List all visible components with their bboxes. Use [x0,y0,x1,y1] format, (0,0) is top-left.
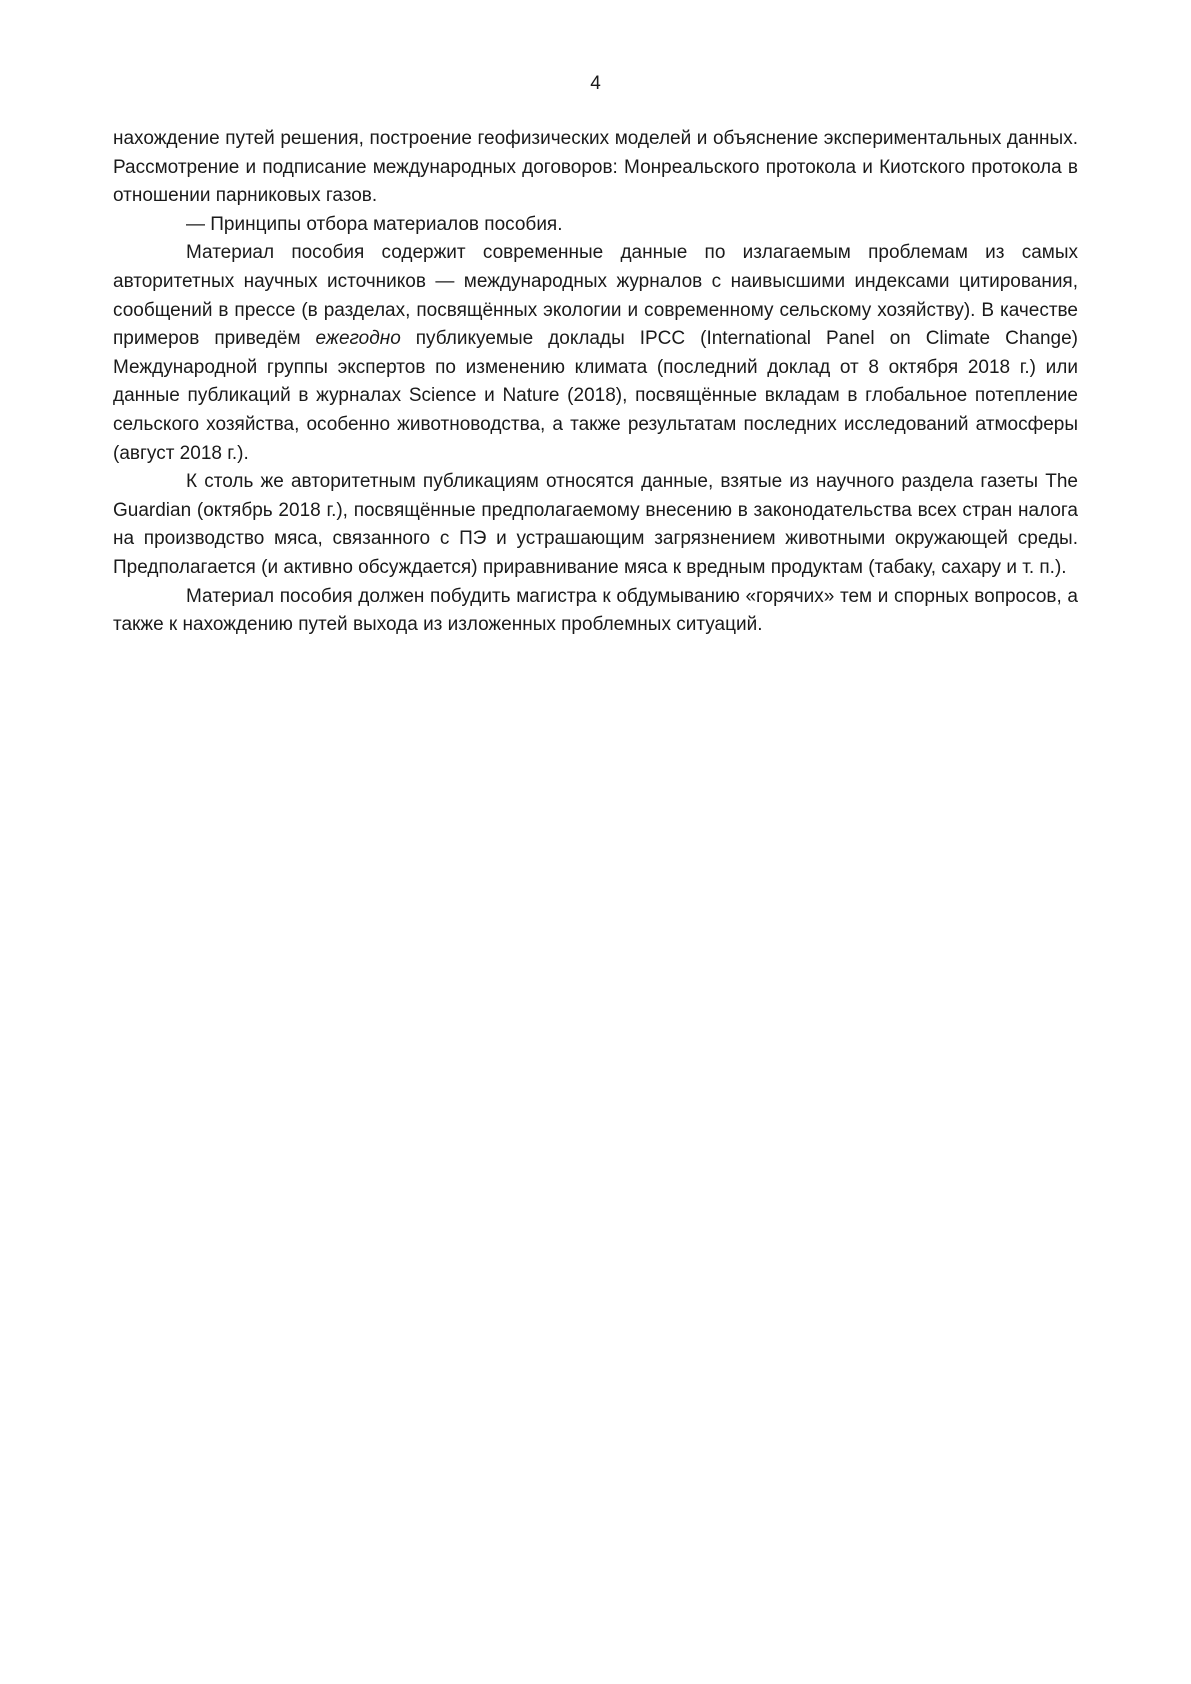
paragraph-continuation: нахождение путей решения, построение геофизических моделей и объяснение экспериментальных данных. Рассмотрение и подписание международных договоров: Монреальского протокола и Киотского протокола в отношении парниковых газов. [113,128,1078,207]
paragraph-section-heading: — Принципы отбора материалов пособия. [186,213,563,235]
paragraph-guardian: К столь же авторитетным публикациям относятся данные, взятые из научного раздела газеты The Guardian (октябрь 2018 г.), посвящённые предполагаемому внесению в законодательства всех стран налога на производство мяса, связанного с ПЭ и устрашающим загрязнением животными окружающей среды. Предполагается (и активно обсуждается) приравнивание мяса к вредным продуктам (табаку, сахару и т. п.). [113,471,1078,578]
paragraph-materials-text-1: Материал пособия содержит современные данные по излагаемым проблемам из самых авторитетных научных источников — международных журналов с наивысшими индексами цитирования, сообщений в прессе (в разделах, посвящённых экологии и современному сельскому хозяйству). В качестве примеров приведём [113,242,1078,350]
body-text [113,125,1078,640]
paragraph-conclusion: Материал пособия должен побудить магистра к обдумыванию «горячих» тем и спорных вопросов, а также к нахождению путей выхода из изложенных проблемных ситуаций. [113,585,1078,636]
paragraph-materials [113,239,1078,468]
paragraph-materials-text-2: публикуемые доклады IPCC (International Panel on Climate Change) Международной группы экспертов по изменению климата (последний доклад от 8 октября 2018 г.) или данные публикаций в журналах Science и Nature (2018), посвящённые вкладам в глобальное потепление сельского хозяйства, особенно животноводства, а также результатам последних исследований атмосферы (август 2018 г.). [113,328,1078,464]
paragraph-materials-emphasis: ежегодно [315,328,401,350]
page-number: 4 [590,73,601,94]
